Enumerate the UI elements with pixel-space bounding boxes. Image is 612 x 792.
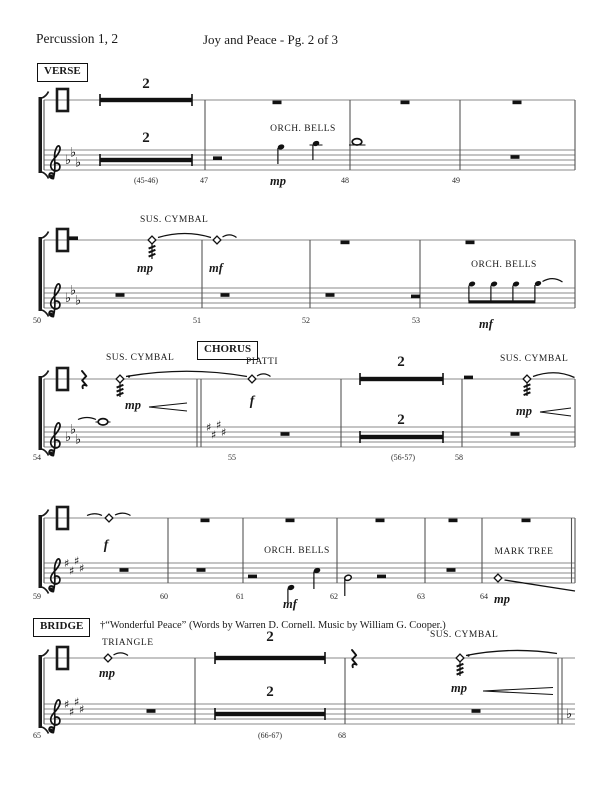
sharp-icon: ♯ (79, 562, 85, 575)
multirest-number: 2 (266, 629, 274, 645)
beam (468, 300, 535, 303)
half-rest (464, 376, 473, 380)
system-bracket (39, 655, 43, 728)
instrument-label-sus-cymbal: SUS. CYMBAL (106, 353, 175, 363)
piatti-note (248, 374, 270, 383)
multirest-number: 2 (266, 684, 274, 700)
tie (87, 514, 102, 516)
measure-number: 48 (341, 176, 349, 185)
system-5 (39, 647, 576, 734)
tremolo-icon (524, 384, 531, 395)
dynamic-mp: mp (125, 398, 141, 412)
flat-icon: ♭ (70, 283, 77, 299)
sharp-icon: ♯ (211, 428, 217, 442)
measure-number: 53 (412, 316, 420, 325)
sharp-icon: ♯ (206, 421, 212, 434)
instrument-label-sus-cymbal: SUS. CYMBAL (500, 354, 569, 364)
sus-cymbal-note (148, 234, 236, 260)
measure-number: 58 (455, 453, 463, 462)
bracket-hooks (42, 650, 49, 734)
system-bracket (39, 237, 43, 311)
treble-clef-icon (49, 700, 60, 733)
measure-number: 60 (160, 592, 168, 601)
flat-icon: ♭ (65, 430, 72, 445)
instrument-label-orch-bells: ORCH. BELLS (270, 124, 336, 134)
page-title: Joy and Peace - Pg. 2 of 3 (203, 32, 339, 47)
sharp-icon: ♯ (74, 695, 80, 709)
half-rest (213, 156, 222, 160)
flat-icon: ♭ (75, 432, 82, 448)
sharp-icon: ♯ (79, 703, 85, 716)
sharp-icon: ♯ (74, 554, 80, 568)
flat-icon: ♭ (75, 293, 82, 309)
orch-bells-eighth-notes (468, 279, 562, 304)
key-change-sharps (206, 419, 226, 442)
key-signature-sharps (64, 555, 84, 578)
diamond-notehead (213, 236, 221, 244)
tie (115, 513, 131, 515)
measure-number: (56-57) (391, 453, 415, 462)
tied-whole-note (78, 418, 111, 425)
half-rest (411, 295, 420, 299)
key-signature-sharps (64, 696, 84, 719)
bracket-hooks (42, 371, 49, 456)
system-bracket (39, 515, 43, 588)
dynamic-mp: mp (270, 174, 286, 188)
dynamic-mp: mp (494, 592, 510, 606)
dynamic-mf: mf (283, 597, 297, 611)
section-marker-bridge: BRIDGE (33, 618, 90, 637)
bridge-subtitle: †“Wonderful Peace” (Words by Warren D. Cornell. Music by William G. Cooper.) (100, 620, 446, 631)
part-name: Percussion 1, 2 (36, 31, 119, 46)
sharp-icon: ♯ (64, 557, 70, 570)
instrument-label-piatti: PIATTI (245, 357, 279, 367)
half-note (344, 574, 352, 596)
tie (466, 650, 557, 655)
half-rest (69, 236, 78, 240)
crescendo-hairpin (540, 408, 571, 416)
measure-number: 63 (417, 592, 425, 601)
instrument-label-mark-tree: MARK TREE (494, 547, 554, 557)
sharp-icon: ♯ (221, 426, 227, 439)
flat-icon: ♭ (70, 145, 77, 161)
sharp-icon: ♯ (69, 564, 75, 578)
instrument-label-orch-bells: ORCH. BELLS (264, 546, 330, 556)
multirest-number: 2 (397, 354, 405, 370)
measure-number: 52 (302, 316, 310, 325)
measure-number: 61 (236, 592, 244, 601)
bracket-hooks (42, 232, 49, 317)
sharp-icon: ♯ (64, 698, 70, 711)
system-3 (39, 368, 576, 456)
treble-clef-icon (49, 284, 60, 317)
half-rest (377, 575, 386, 579)
measure-number: 68 (338, 731, 346, 740)
tie (533, 373, 575, 378)
sus-cymbal-note (456, 650, 557, 676)
diamond-notehead (116, 375, 124, 383)
quarter-rest (352, 650, 357, 667)
diamond-notehead (105, 514, 113, 522)
sus-cymbal-note-2 (523, 373, 574, 396)
tie (126, 371, 247, 376)
multirest-number: 2 (142, 130, 150, 146)
tie (543, 279, 563, 282)
treble-clef-icon (49, 559, 60, 592)
measure-number: 54 (33, 453, 41, 462)
diamond-notehead (248, 375, 256, 383)
diamond-notehead (523, 375, 531, 383)
flat-icon: ♭ (70, 422, 77, 438)
laissez-vibrer-tie (257, 374, 271, 377)
dynamic-mf: mf (209, 261, 223, 275)
sharp-icon: ♯ (216, 418, 222, 432)
flat-icon: ♭ (566, 707, 573, 722)
diamond-notehead (494, 574, 502, 582)
dynamic-mf: mf (479, 317, 493, 331)
crescendo-hairpin (149, 403, 187, 411)
instrument-label-triangle: TRIANGLE (102, 638, 154, 648)
dynamic-f: f (103, 537, 109, 552)
measure-number: 65 (33, 731, 41, 740)
measure-number: (66-67) (258, 731, 282, 740)
bracket-hooks (42, 510, 49, 594)
dynamic-f: f (249, 393, 255, 408)
sharp-icon: ♯ (69, 705, 75, 719)
dynamic-mp: mp (451, 681, 467, 695)
system-2 (39, 229, 576, 317)
tremolo-icon (149, 246, 156, 257)
tie (158, 234, 211, 238)
sus-cymbal-note (116, 371, 247, 397)
treble-clef-icon (49, 423, 60, 456)
staff-lines (44, 379, 575, 447)
diamond-notehead (148, 236, 156, 244)
triangle-note (104, 653, 128, 662)
tie (78, 418, 96, 420)
diamond-notehead (104, 654, 112, 662)
multirest-number: 2 (397, 412, 405, 428)
laissez-vibrer-tie (114, 653, 129, 656)
measure-number: 62 (330, 592, 338, 601)
diamond-notehead (456, 654, 464, 662)
section-marker-verse: VERSE (37, 63, 88, 82)
instrument-label-orch-bells: ORCH. BELLS (471, 260, 537, 270)
dynamic-mp: mp (137, 261, 153, 275)
system-bracket (39, 376, 43, 450)
dynamic-mp: mp (99, 666, 115, 680)
measure-number: 47 (200, 176, 208, 185)
instrument-label-sus-cymbal: SUS. CYMBAL (430, 630, 499, 640)
laissez-vibrer-tie (223, 235, 237, 238)
dynamic-mp: mp (516, 404, 532, 418)
treble-clef-icon (49, 146, 60, 179)
whole-note (349, 139, 366, 145)
section-marker-chorus: CHORUS (197, 341, 258, 360)
tremolo-icon (457, 664, 464, 675)
multirest-number: 2 (142, 76, 150, 92)
measure-number: 49 (452, 176, 460, 185)
measure-number: 55 (228, 453, 236, 462)
system-bracket (39, 97, 43, 173)
measure-number: 50 (33, 316, 41, 325)
crescendo-hairpin (483, 688, 553, 695)
flat-icon: ♭ (65, 291, 72, 306)
tremolo-icon (117, 385, 124, 396)
measure-number: 64 (480, 592, 488, 601)
quarter-rest (82, 371, 87, 388)
gliss-line (505, 580, 576, 591)
flat-icon: ♭ (65, 153, 72, 168)
measure-number: (45-46) (134, 176, 158, 185)
instrument-label-sus-cymbal: SUS. CYMBAL (140, 215, 209, 225)
measure-number: 51 (193, 316, 201, 325)
measure-number: 59 (33, 592, 41, 601)
half-rest (248, 575, 257, 579)
flat-icon: ♭ (75, 155, 82, 171)
